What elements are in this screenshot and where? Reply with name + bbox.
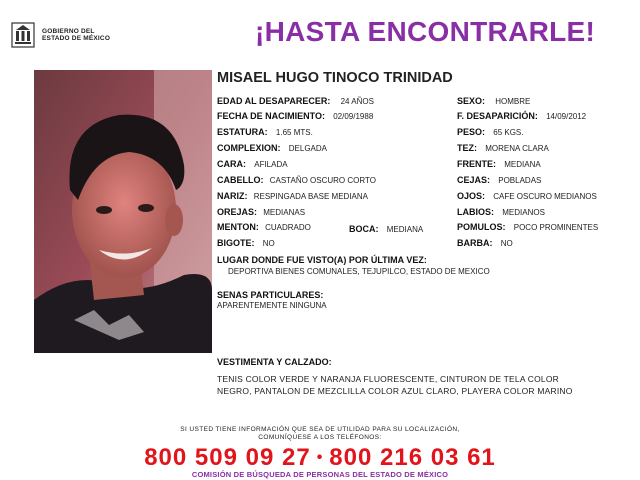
ojos-value: CAFE OSCURO MEDIANOS: [493, 192, 597, 201]
estatura-label: ESTATURA:: [217, 127, 268, 137]
row-tez: [457, 143, 549, 154]
logo-line-1: GOBIERNO DEL: [42, 27, 95, 35]
peso-label: PESO:: [457, 127, 486, 137]
nariz-label: NARIZ:: [217, 191, 248, 201]
row-ojos: [457, 191, 597, 202]
nariz-value: RESPINGADA BASE MEDIANA: [253, 192, 368, 201]
labios-value: MEDIANOS: [502, 208, 545, 217]
tez-label: TEZ:: [457, 143, 477, 153]
barba-label: BARBA:: [457, 238, 493, 248]
clothing-line-1: TENIS COLOR VERDE Y NARANJA FLUORESCENTE, CINTURON DE TELA COLOR: [217, 374, 560, 384]
complexion-label: COMPLEXION:: [217, 143, 281, 153]
labios-label: LABIOS:: [457, 207, 494, 217]
row-complexion: [217, 143, 327, 154]
cara-value: AFILADA: [254, 160, 288, 169]
row-sexo: [457, 96, 530, 107]
orejas-label: OREJAS:: [217, 207, 258, 217]
row-peso: [457, 127, 524, 138]
last-seen-value: DEPORTIVA BIENES COMUNALES, TEJUPILCO, ESTADO DE MEXICO: [228, 267, 490, 276]
complexion-value: DELGADA: [288, 144, 327, 153]
row-edad: [217, 96, 374, 107]
nacimiento-value: 02/09/1988: [333, 112, 374, 121]
bigote-label: BIGOTE:: [217, 238, 255, 248]
row-orejas: [217, 207, 305, 218]
row-labios: [457, 207, 545, 218]
sexo-label: SEXO:: [457, 96, 486, 106]
clothing-line-2: NEGRO, PANTALON DE MEZCLILLA COLOR AZUL CLARO, PLAYERA COLOR MARINO: [217, 386, 573, 396]
row-cejas: [457, 175, 541, 186]
marks-label: SENAS PARTICULARES:: [217, 290, 324, 300]
government-logo: [8, 20, 128, 50]
phone-numbers: [0, 444, 640, 472]
tez-value: MORENA CLARA: [485, 144, 549, 153]
marks-value: APARENTEMENTE NINGUNA: [217, 301, 327, 310]
row-frente: [457, 159, 541, 170]
row-nacimiento: [217, 111, 373, 122]
bigote-value: NO: [262, 239, 275, 248]
pomulos-label: POMULOS:: [457, 222, 506, 232]
person-photo: [34, 70, 212, 353]
estatura-value: 1.65 MTS.: [275, 128, 313, 137]
last-seen-label: LUGAR DONDE FUE VISTO(A) POR ÚLTIMA VEZ:: [217, 255, 427, 265]
desaparicion-value: 14/09/2012: [546, 112, 587, 121]
frente-value: MEDIANA: [504, 160, 541, 169]
row-pomulos: [457, 222, 598, 233]
row-boca: [349, 224, 423, 235]
logo-text: [42, 28, 110, 43]
row-barba: [457, 238, 513, 249]
phone-1[interactable]: 800 509 09 27: [144, 444, 311, 471]
menton-value: CUADRADO: [265, 223, 311, 232]
row-bigote: [217, 238, 275, 249]
headline: ¡HASTA ENCONTRARLE!: [255, 16, 596, 47]
frente-label: FRENTE:: [457, 159, 496, 169]
barba-value: NO: [500, 239, 513, 248]
sexo-value: HOMBRE: [495, 97, 531, 106]
cabello-label: CABELLO:: [217, 175, 264, 185]
info-line-2: COMUNÍQUESE A LOS TELÉFONOS:: [258, 434, 382, 441]
logo-line-2: ESTADO DE MÉXICO: [42, 35, 111, 42]
clothing-label: VESTIMENTA Y CALZADO:: [217, 357, 332, 367]
pomulos-value: POCO PROMINENTES: [513, 223, 599, 232]
orejas-value: MEDIANAS: [263, 208, 306, 217]
info-line-1: SI USTED TIENE INFORMACIÓN QUE SEA DE UTILIDAD PARA SU LOCALIZACIÓN,: [180, 426, 460, 433]
boca-label: BOCA:: [349, 224, 379, 234]
peso-value: 65 KGS.: [493, 128, 524, 137]
menton-label: MENTON:: [217, 222, 259, 232]
ojos-label: OJOS:: [457, 191, 486, 201]
person-name: MISAEL HUGO TINOCO TRINIDAD: [217, 70, 453, 86]
row-nariz: [217, 191, 368, 202]
state-seal-icon: [8, 20, 38, 50]
boca-value: MEDIANA: [386, 225, 424, 234]
cabello-value: CASTAÑO OSCURO CORTO: [269, 176, 376, 185]
row-estatura: [217, 127, 313, 138]
commission-name: COMISIÓN DE BÚSQUEDA DE PERSONAS DEL ESTADO DE MÉXICO: [191, 470, 449, 479]
row-cabello: [217, 175, 376, 186]
phone-2[interactable]: 800 216 03 61: [329, 444, 496, 471]
cejas-label: CEJAS:: [457, 175, 491, 185]
portrait-illustration: [34, 70, 212, 353]
row-cara: [217, 159, 288, 170]
cara-label: CARA:: [217, 159, 246, 169]
nacimiento-label: FECHA DE NACIMIENTO:: [217, 111, 325, 121]
desaparicion-label: F. DESAPARICIÓN:: [457, 111, 538, 121]
edad-label: EDAD AL DESAPARECER:: [217, 96, 331, 106]
phone-separator: •: [316, 449, 324, 466]
row-desaparicion: [457, 111, 586, 122]
edad-value: 24 AÑOS: [340, 97, 374, 106]
row-menton: [217, 222, 311, 233]
cejas-value: POBLADAS: [498, 176, 542, 185]
